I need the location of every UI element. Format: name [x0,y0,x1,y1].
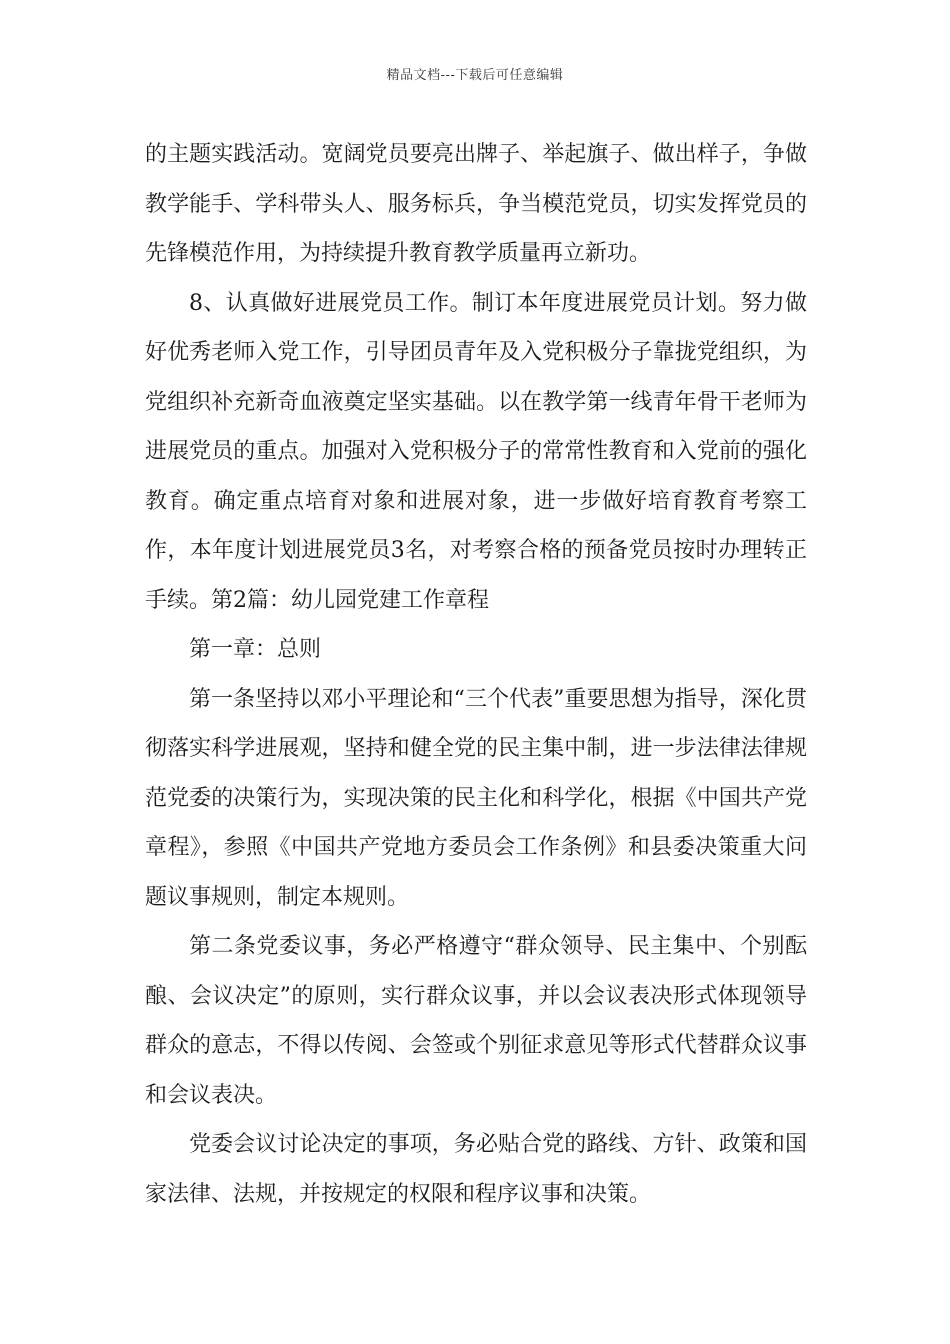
page-header: 精品文档---下载后可任意编辑 [386,68,564,83]
document-body [145,130,807,1219]
paragraph-article-1: 第一条坚持以邓小平理论和“三个代表”重要思想为指导，深化贯彻落实科学进展观，坚持和健全党的民主集中制，进一步法律法律规范党委的决策行为，实现决策的民主化和科学化，根据《中国共产党章程》，参照《中国共产党地方委员会工作条例》和县委决策重大问题议事规则，制定本规则。 [145,686,807,910]
paragraph-2: 8、认真做好进展党员工作。制订本年度进展党员计划。努力做好优秀老师入党工作，引导团员青年及入党积极分子靠拢党组织，为党组织补充新奇血液奠定坚实基础。以在教学第一线青年骨干老师为进展党员的重点。加强对入党积极分子的常常性教育和入党前的强化教育。确定重点培育对象和进展对象，进一步做好培育教育考察工作，本年度计划进展党员3名，对考察合格的预备党员按时办理转正手续。第2篇：幼儿园党建工作章程 [145,290,807,613]
chapter-heading: 第一章：总则 [189,637,322,662]
paragraph-last: 党委会议讨论决定的事项，务必贴合党的路线、方针、政策和国家法律、法规，并按规定的权限和程序议事和决策。 [145,1132,807,1207]
paragraph-article-2: 第二条党委议事，务必严格遵守“群众领导、民主集中、个别酝酿、会议决定”的原则，实行群众议事，并以会议表决形式体现领导群众的意志，不得以传阅、会签或个别征求意见等形式代替群众议事和会议表决。 [145,934,807,1108]
paragraph-1: 的主题实践活动。宽阔党员要亮出牌子、举起旗子、做出样子，争做教学能手、学科带头人、服务标兵，争当模范党员，切实发挥党员的先锋模范作用，为持续提升教育教学质量再立新功。 [145,142,807,266]
